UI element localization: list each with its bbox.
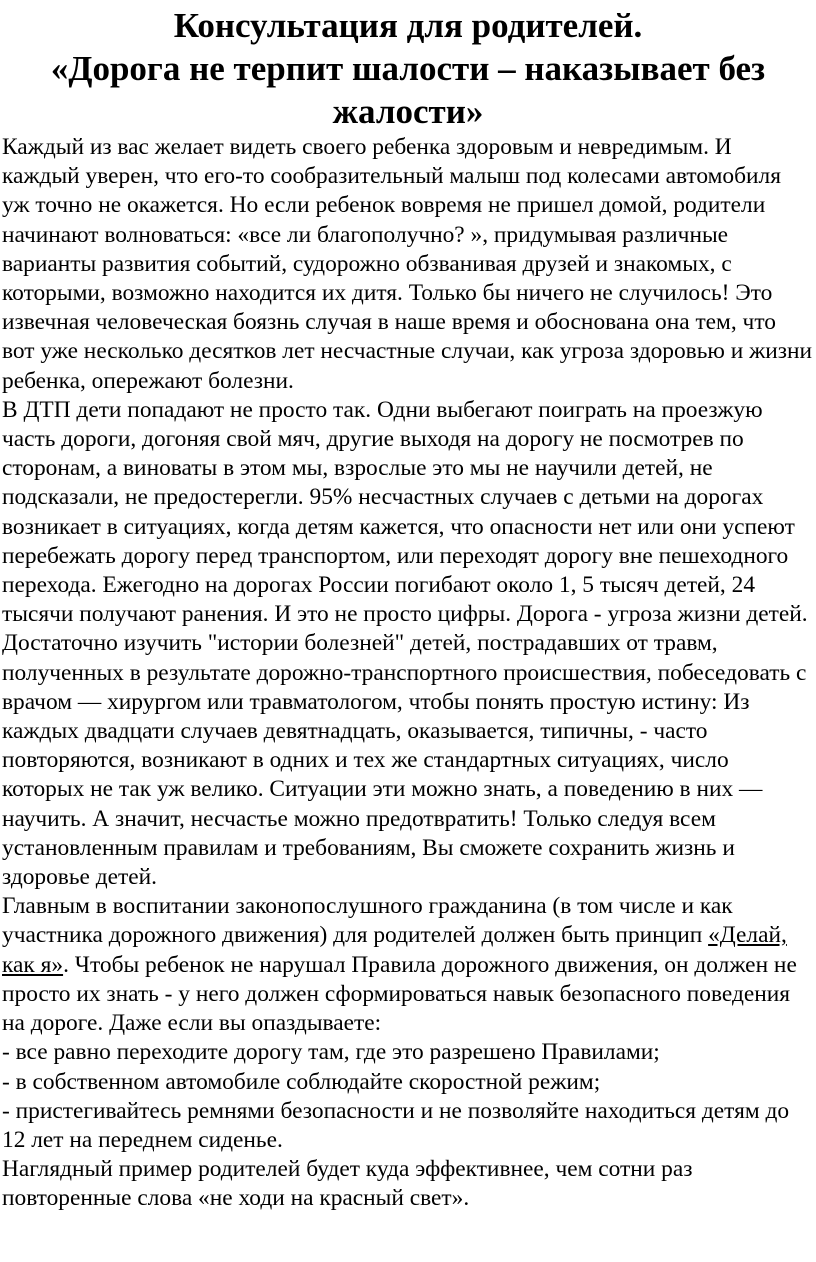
list-item: - в собственном автомобиле соблюдайте скоростной режим;	[2, 1068, 601, 1095]
paragraph-principle	[2, 892, 814, 1038]
document-title	[2, 4, 814, 133]
paragraph-intro: Каждый из вас желает видеть своего ребенка здоровым и невредимым. И каждый уверен, что его-то сообразительный малыш под колесами автомобиля уж точно не окажется. Но если ребенок вовремя не пришел домой, родители начинают волноваться: «все ли благополучно? », придумывая различные варианты развития событий, судорожно обзванивая друзей и знакомых, с которыми, возможно находится их дитя. Только бы ничего не случилось! Это извечная человеческая боязнь случая в наше время и обоснована она тем, что вот уже несколько десятков лет несчастные случаи, как угроза здоровью и жизни ребенка, опережают болезни.	[2, 134, 813, 394]
list-item: - все равно переходите дорогу там, где это разрешено Правилами;	[2, 1039, 660, 1066]
paragraph-principle-end: . Чтобы ребенок не нарушал Правила дорожного движения, он должен не просто их знать - у него должен сформироваться навык безопасного поведения на дороге. Даже если вы опаздываете:	[2, 951, 797, 1037]
title-line-2: «Дорога не терпит шалости – наказывает без жалости»	[50, 49, 766, 131]
document-body	[2, 133, 814, 1214]
paragraph-conclusion: Наглядный пример родителей будет куда эффективнее, чем сотни раз повторенные слова «не ходи на красный свет».	[2, 1156, 693, 1212]
title-line-1: Консультация для родителей.	[173, 6, 643, 45]
list-item: - пристегивайтесь ремнями безопасности и не позволяйте находиться детям до 12 лет на переднем сиденье.	[2, 1097, 790, 1153]
paragraph-principle-start: Главным в воспитании законопослушного гражданина (в том числе и как участника дорожного движения) для родителей должен быть принцип	[2, 893, 733, 949]
paragraph-accidents: В ДТП дети попадают не просто так. Одни выбегают поиграть на проезжую часть дороги, догоняя свой мяч, другие выходя на дорогу не посмотрев по сторонам, а виноваты в этом мы, взрослые это мы не научили детей, не подсказали, не предостерегли. 95% несчастных случаев с детьми на дорогах возникает в ситуациях, когда детям кажется, что опасности нет или они успеют перебежать дорогу перед транспортом, или переходят дорогу вне пешеходного перехода. Ежегодно на дорогах России погибают около 1, 5 тысяч детей, 24 тысячи получают ранения. И это не просто цифры. Дорога - угроза жизни детей. Достаточно изучить "истории болезней" детей, пострадавших от травм, полученных в результате дорожно-транспортного происшествия, побеседовать с врачом — хирургом или травматологом, чтобы понять простую истину: Из каждых двадцати случаев девятнадцать, оказывается, типичны, - часто повторяются, возникают в одних и тех же стандартных ситуациях, число которых не так уж велико. Ситуации эти можно знать, а поведению в них — научить. А значит, несчастье можно предотвратить! Только следуя всем установленным правилам и требованиям, Вы сможете сохранить жизнь и здоровье детей.	[2, 396, 808, 891]
principle-link[interactable]: «Делай, как я»	[2, 922, 787, 978]
